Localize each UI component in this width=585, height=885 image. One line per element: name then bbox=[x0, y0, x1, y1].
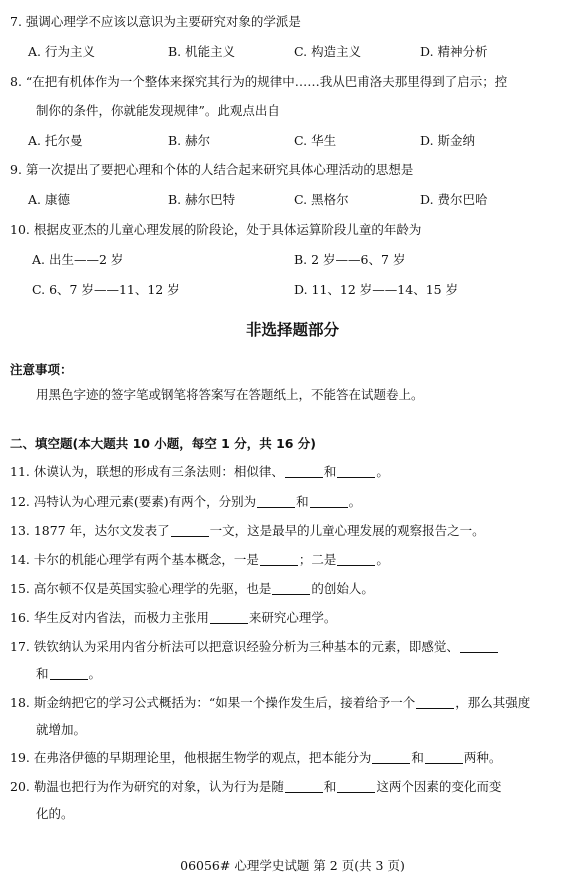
answer-blank bbox=[285, 791, 323, 793]
question-15: 15. 高尔顿不仅是英国实验心理学的先驱，也是 的创始人。 bbox=[10, 581, 374, 596]
page-footer: 06056# 心理学史试题 第 2 页(共 3 页) bbox=[180, 858, 405, 873]
question-10-option-d: D. 11、12 岁——14、15 岁 bbox=[294, 282, 459, 297]
question-9-option-a: A. 康德 bbox=[28, 192, 70, 207]
question-12: 12. 冯特认为心理元素(要素)有两个，分别为 和 。 bbox=[10, 494, 362, 509]
question-10-option-b: B. 2 岁——6、7 岁 bbox=[294, 252, 406, 267]
answer-blank bbox=[337, 564, 375, 566]
question-8-option-b: B. 赫尔 bbox=[168, 133, 211, 148]
question-9-stem: 9. 第一次提出了要把心理和个体的人结合起来研究具体心理活动的思想是 bbox=[10, 162, 414, 177]
question-14: 14. 卡尔的机能心理学有两个基本概念，一是 ；二是 。 bbox=[10, 552, 389, 567]
question-7-stem: 7. 强调心理学不应该以意识为主要研究对象的学派是 bbox=[10, 14, 301, 29]
question-20-line-1: 20. 勒温也把行为作为研究的对象，认为行为是随 和 这两个因素的变化而变 bbox=[10, 779, 502, 794]
question-8-option-a: A. 托尔曼 bbox=[28, 133, 83, 148]
answer-blank bbox=[372, 762, 410, 764]
answer-blank bbox=[210, 622, 248, 624]
question-7-option-b: B. 机能主义 bbox=[168, 44, 236, 59]
question-18-line-2: 就增加。 bbox=[36, 722, 87, 737]
answer-blank bbox=[260, 564, 298, 566]
answer-blank bbox=[171, 535, 209, 537]
question-17-line-2: 和 。 bbox=[36, 666, 102, 681]
answer-blank bbox=[310, 506, 348, 508]
question-18-line-1: 18. 斯金纳把它的学习公式概括为：“如果一个操作发生后，接着给予一个 ，那么其强度 bbox=[10, 695, 531, 710]
question-9-option-c: C. 黑格尔 bbox=[294, 192, 349, 207]
notice-text: 用黑色字迹的签字笔或钢笔将答案写在答题纸上，不能答在试题卷上。 bbox=[36, 387, 424, 402]
answer-blank bbox=[285, 476, 323, 478]
answer-blank bbox=[337, 791, 375, 793]
question-8-option-c: C. 华生 bbox=[294, 133, 337, 148]
question-10-option-c: C. 6、7 岁——11、12 岁 bbox=[32, 282, 180, 297]
answer-blank bbox=[50, 678, 88, 680]
question-19: 19. 在弗洛伊德的早期理论里，他根据生物学的观点，把本能分为 和 两种。 bbox=[10, 750, 502, 765]
question-17-line-1: 17. 铁钦纳认为采用内省分析法可以把意识经验分析为三种基本的元素，即感觉、 bbox=[10, 637, 499, 655]
notice-heading: 注意事项： bbox=[10, 362, 73, 377]
question-13: 13. 1877 年，达尔文发表了 一文，这是最早的儿童心理发展的观察报告之一。 bbox=[10, 523, 485, 538]
question-9-option-d: D. 费尔巴哈 bbox=[420, 192, 488, 207]
question-8-stem-line-2: 制你的条件，你就能发现规律”。此观点出自 bbox=[36, 103, 280, 118]
question-10-stem: 10. 根据皮亚杰的儿童心理发展的阶段论，处于具体运算阶段儿童的年龄为 bbox=[10, 222, 422, 237]
answer-blank bbox=[257, 506, 295, 508]
question-11: 11. 休谟认为，联想的形成有三条法则：相似律、 和 。 bbox=[10, 464, 389, 479]
fill-in-heading: 二、填空题(本大题共 10 小题，每空 1 分，共 16 分) bbox=[10, 436, 317, 451]
answer-blank bbox=[425, 762, 463, 764]
question-8-stem-line-1: 8. “在把有机体作为一个整体来探究其行为的规律中……我从巴甫洛夫那里得到了启示；控 bbox=[10, 74, 508, 89]
question-8-option-d: D. 斯金纳 bbox=[420, 133, 476, 148]
question-7-option-d: D. 精神分析 bbox=[420, 44, 488, 59]
answer-blank bbox=[416, 707, 454, 709]
answer-blank bbox=[272, 593, 310, 595]
question-9-option-b: B. 赫尔巴特 bbox=[168, 192, 236, 207]
question-16: 16. 华生反对内省法，而极力主张用 来研究心理学。 bbox=[10, 610, 337, 625]
answer-blank bbox=[337, 476, 375, 478]
question-7-option-a: A. 行为主义 bbox=[28, 44, 95, 59]
section-title: 非选择题部分 bbox=[245, 321, 339, 339]
question-7-option-c: C. 构造主义 bbox=[294, 44, 362, 59]
question-20-line-2: 化的。 bbox=[36, 806, 74, 821]
answer-blank bbox=[460, 651, 498, 653]
question-10-option-a: A. 出生——2 岁 bbox=[32, 252, 124, 267]
